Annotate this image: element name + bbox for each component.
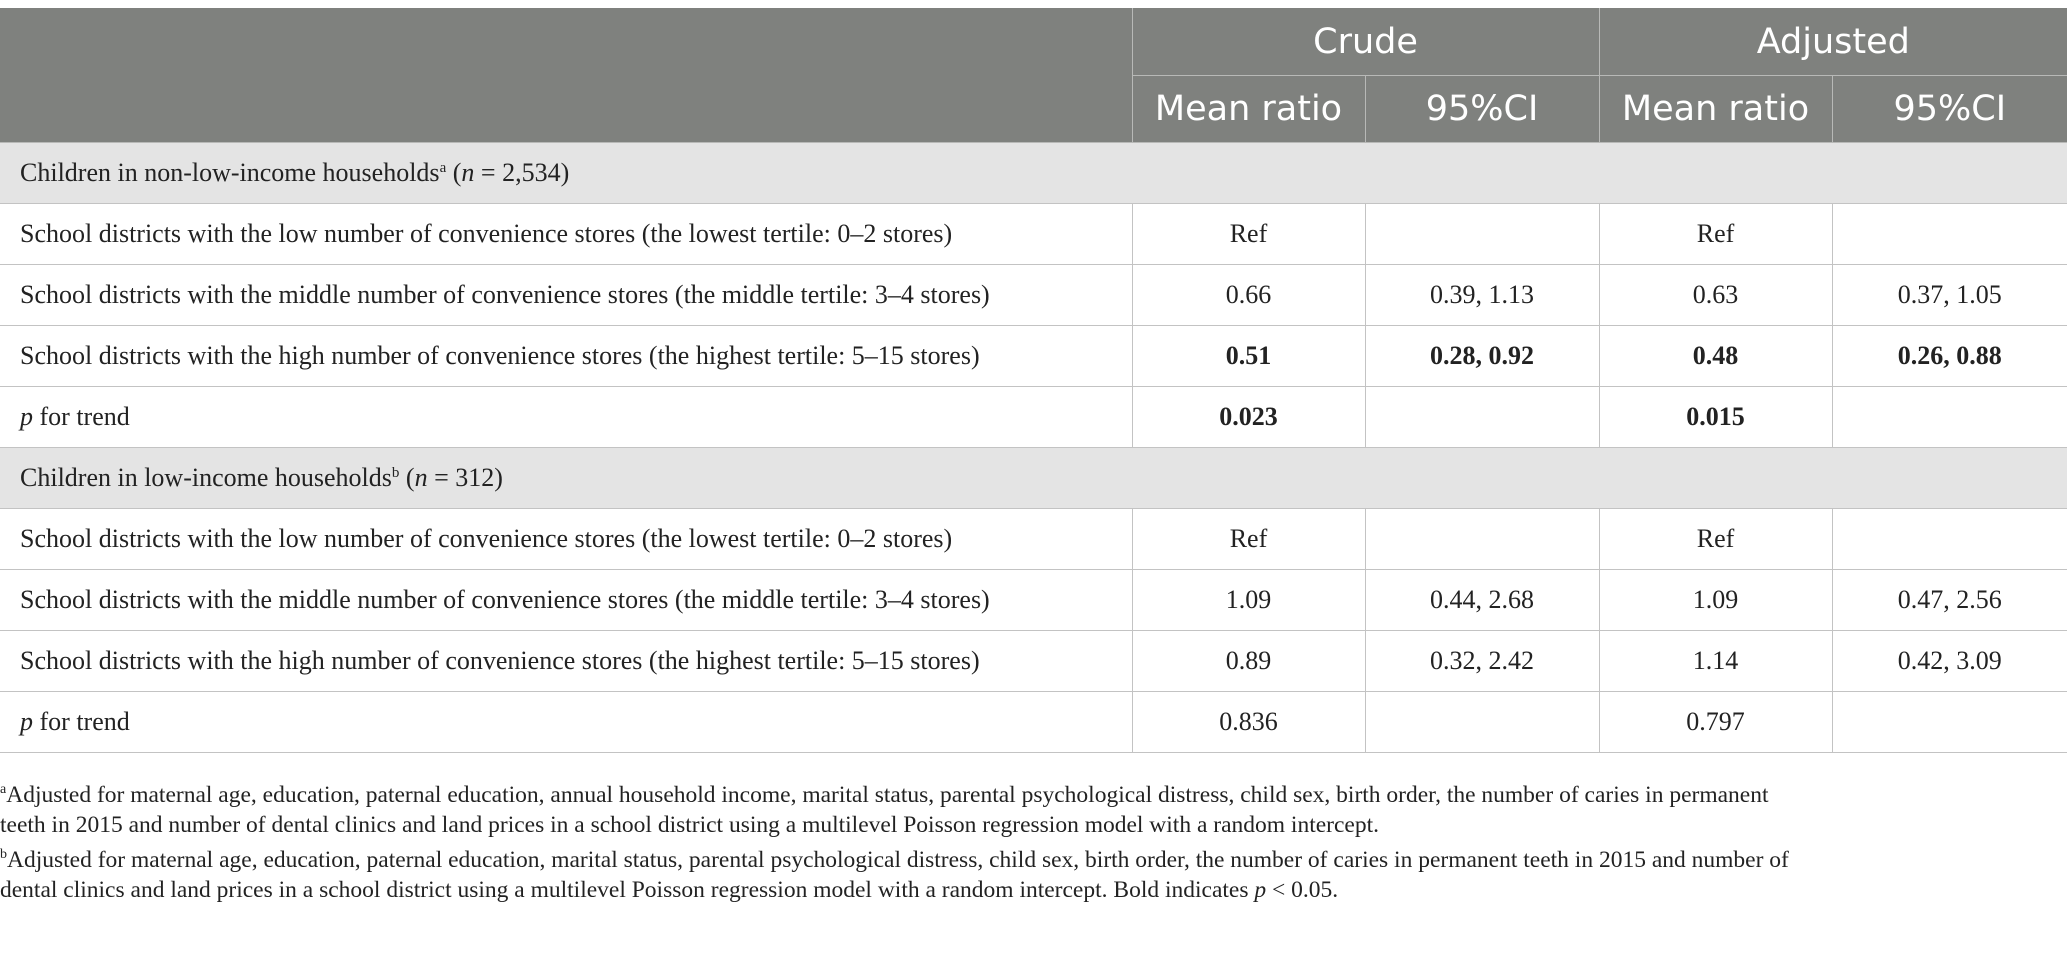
group-label: Children in non-low-income households$^a$ (n = 2,534)	[0, 143, 2067, 204]
table-row	[0, 204, 2067, 265]
adjusted-mean-ratio: 0.48	[1599, 326, 1832, 387]
trend-row	[0, 387, 2067, 448]
footnote-b: $^b$Adjusted for maternal age, education, paternal education, marital status, parental psychological distress, child sex, birth order, the number of caries in permanent teeth in 2015 and number of dental clinics and land prices in a school district using a multilevel Poisson regression model with a random intercept. Bold indicates p < 0.05.	[0, 847, 1789, 903]
adjusted-mean-ratio: 1.09	[1599, 570, 1832, 631]
trend-adjusted-ci-empty	[1832, 692, 2067, 753]
header-adjusted-mean-ratio: Mean ratio	[1599, 76, 1832, 143]
trend-crude-ci-empty	[1365, 387, 1599, 448]
table-row	[0, 631, 2067, 692]
adjusted-ci: 0.37, 1.05	[1832, 265, 2067, 326]
crude-ci: 0.32, 2.42	[1365, 631, 1599, 692]
adjusted-mean-ratio: Ref	[1599, 204, 1832, 265]
trend-label: p for trend	[0, 387, 1132, 448]
row-label: School districts with the low number of convenience stores (the lowest tertile: 0–2 stores)	[0, 204, 1132, 265]
trend-row	[0, 692, 2067, 753]
group-label: Children in low-income households$^b$ (n = 312)	[0, 448, 2067, 509]
crude-mean-ratio: 0.51	[1132, 326, 1365, 387]
footnote-a: $^a$Adjusted for maternal age, education, paternal education, annual household income, marital status, parental psychological distress, child sex, birth order, the number of caries in permanent teeth in 2015 and number of dental clinics and land prices in a school district using a multilevel Poisson regression model with a random intercept.	[0, 782, 1769, 838]
header-adjusted: Adjusted	[1599, 8, 2067, 76]
crude-mean-ratio: Ref	[1132, 204, 1365, 265]
crude-mean-ratio: 0.89	[1132, 631, 1365, 692]
adjusted-mean-ratio: 1.14	[1599, 631, 1832, 692]
row-label: School districts with the middle number of convenience stores (the middle tertile: 3–4 stores)	[0, 570, 1132, 631]
crude-mean-ratio: 1.09	[1132, 570, 1365, 631]
header-adjusted-ci: 95%CI	[1832, 76, 2067, 143]
results-table	[0, 8, 2067, 753]
crude-ci	[1365, 509, 1599, 570]
crude-mean-ratio: 0.66	[1132, 265, 1365, 326]
table-row	[0, 326, 2067, 387]
row-label: School districts with the high number of convenience stores (the highest tertile: 5–15 stores)	[0, 631, 1132, 692]
table-header	[0, 8, 2067, 143]
adjusted-ci: 0.42, 3.09	[1832, 631, 2067, 692]
trend-adjusted: 0.015	[1599, 387, 1832, 448]
table-footnotes	[0, 780, 2067, 905]
adjusted-ci: 0.47, 2.56	[1832, 570, 2067, 631]
crude-ci: 0.28, 0.92	[1365, 326, 1599, 387]
table-body	[0, 143, 2067, 753]
header-crude-ci: 95%CI	[1365, 76, 1599, 143]
adjusted-mean-ratio: 0.63	[1599, 265, 1832, 326]
table-row	[0, 570, 2067, 631]
row-label: School districts with the middle number of convenience stores (the middle tertile: 3–4 stores)	[0, 265, 1132, 326]
group-row-low-income	[0, 448, 2067, 509]
trend-label: p for trend	[0, 692, 1132, 753]
trend-crude: 0.023	[1132, 387, 1365, 448]
trend-crude: 0.836	[1132, 692, 1365, 753]
trend-adjusted-ci-empty	[1832, 387, 2067, 448]
crude-mean-ratio: Ref	[1132, 509, 1365, 570]
results-table-container	[0, 8, 2067, 910]
crude-ci	[1365, 204, 1599, 265]
trend-crude-ci-empty	[1365, 692, 1599, 753]
table-row	[0, 509, 2067, 570]
crude-ci: 0.39, 1.13	[1365, 265, 1599, 326]
adjusted-ci: 0.26, 0.88	[1832, 326, 2067, 387]
group-row-non-low-income	[0, 143, 2067, 204]
adjusted-mean-ratio: Ref	[1599, 509, 1832, 570]
header-blank-cell	[0, 8, 1132, 143]
header-crude: Crude	[1132, 8, 1599, 76]
adjusted-ci	[1832, 509, 2067, 570]
crude-ci: 0.44, 2.68	[1365, 570, 1599, 631]
table-row	[0, 265, 2067, 326]
row-label: School districts with the high number of convenience stores (the highest tertile: 5–15 stores)	[0, 326, 1132, 387]
row-label: School districts with the low number of convenience stores (the lowest tertile: 0–2 stores)	[0, 509, 1132, 570]
adjusted-ci	[1832, 204, 2067, 265]
trend-adjusted: 0.797	[1599, 692, 1832, 753]
header-crude-mean-ratio: Mean ratio	[1132, 76, 1365, 143]
